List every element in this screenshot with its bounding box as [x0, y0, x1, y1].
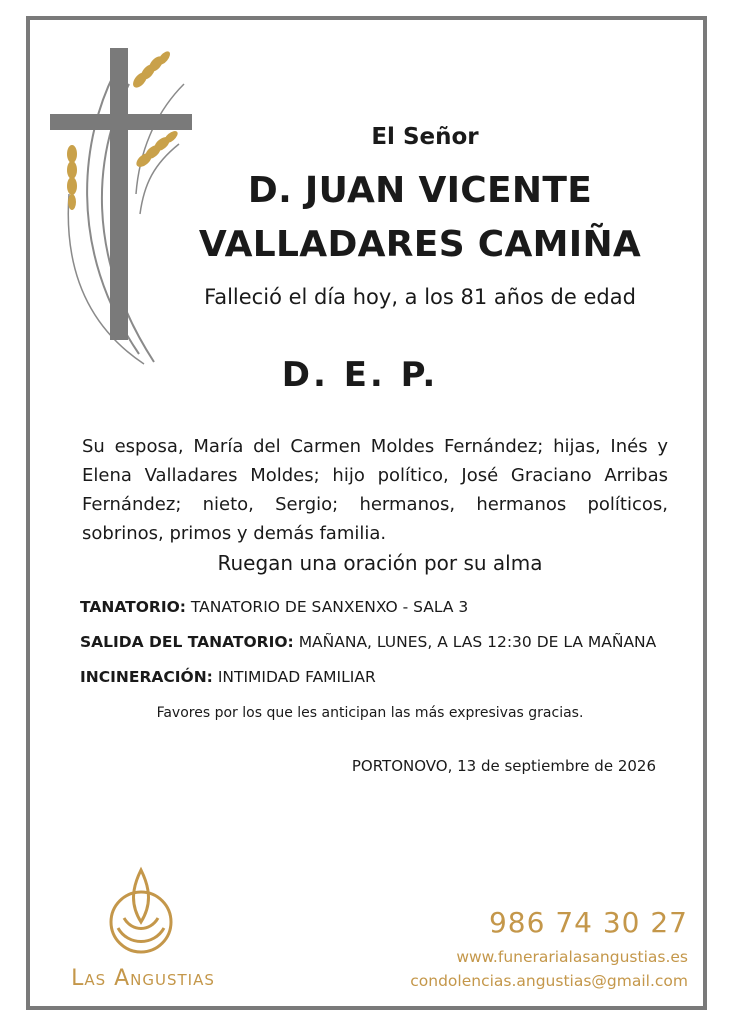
thanks-line: Favores por los que les anticipan las más expresivas gracias. — [156, 705, 584, 721]
detail-value: TANATORIO DE SANXENXO - SALA 3 — [190, 598, 469, 616]
detail-incineracion — [80, 668, 376, 686]
place-date: PORTONOVO, 13 de septiembre de 2026 — [351, 757, 656, 775]
email-link[interactable]: condolencias.angustias@gmail.com — [410, 972, 688, 990]
name-line-2: VALLADARES CAMIÑA — [198, 224, 642, 265]
prayer-line: Ruegan una oración por su alma — [217, 551, 543, 575]
detail-value: INTIMIDAD FAMILIAR — [217, 668, 376, 686]
detail-tanatorio — [80, 598, 468, 616]
family-text: Su esposa, María del Carmen Moldes Fernández; hijas, Inés y Elena Valladares Moldes; hijo político, José Graciano Arribas Fernández; nieto, Sergio; hermanos, hermanos políticos, sobrinos, primos y demás familia. — [82, 436, 668, 544]
detail-salida — [80, 633, 656, 651]
phone-number: 986 74 30 27 — [488, 906, 688, 939]
age-line: Falleció el día hoy, a los 81 años de edad — [204, 285, 636, 309]
honorific: El Señor — [371, 124, 479, 150]
detail-label: SALIDA DEL TANATORIO: — [80, 633, 294, 651]
detail-label: TANATORIO: — [80, 598, 186, 616]
las-angustias-logo-icon — [98, 866, 184, 958]
name-line-1: D. JUAN VICENTE — [247, 170, 593, 211]
website-link[interactable]: www.funerarialasangustias.es — [456, 948, 688, 966]
detail-value: MAÑANA, LUNES, A LAS 12:30 DE LA MAÑANA — [298, 633, 657, 651]
deceased-name — [180, 164, 660, 272]
funeral-home-name: Las Angustias — [71, 966, 215, 991]
dep-heading: D. E. P. — [281, 355, 439, 395]
detail-label: INCINERACIÓN: — [80, 668, 213, 686]
